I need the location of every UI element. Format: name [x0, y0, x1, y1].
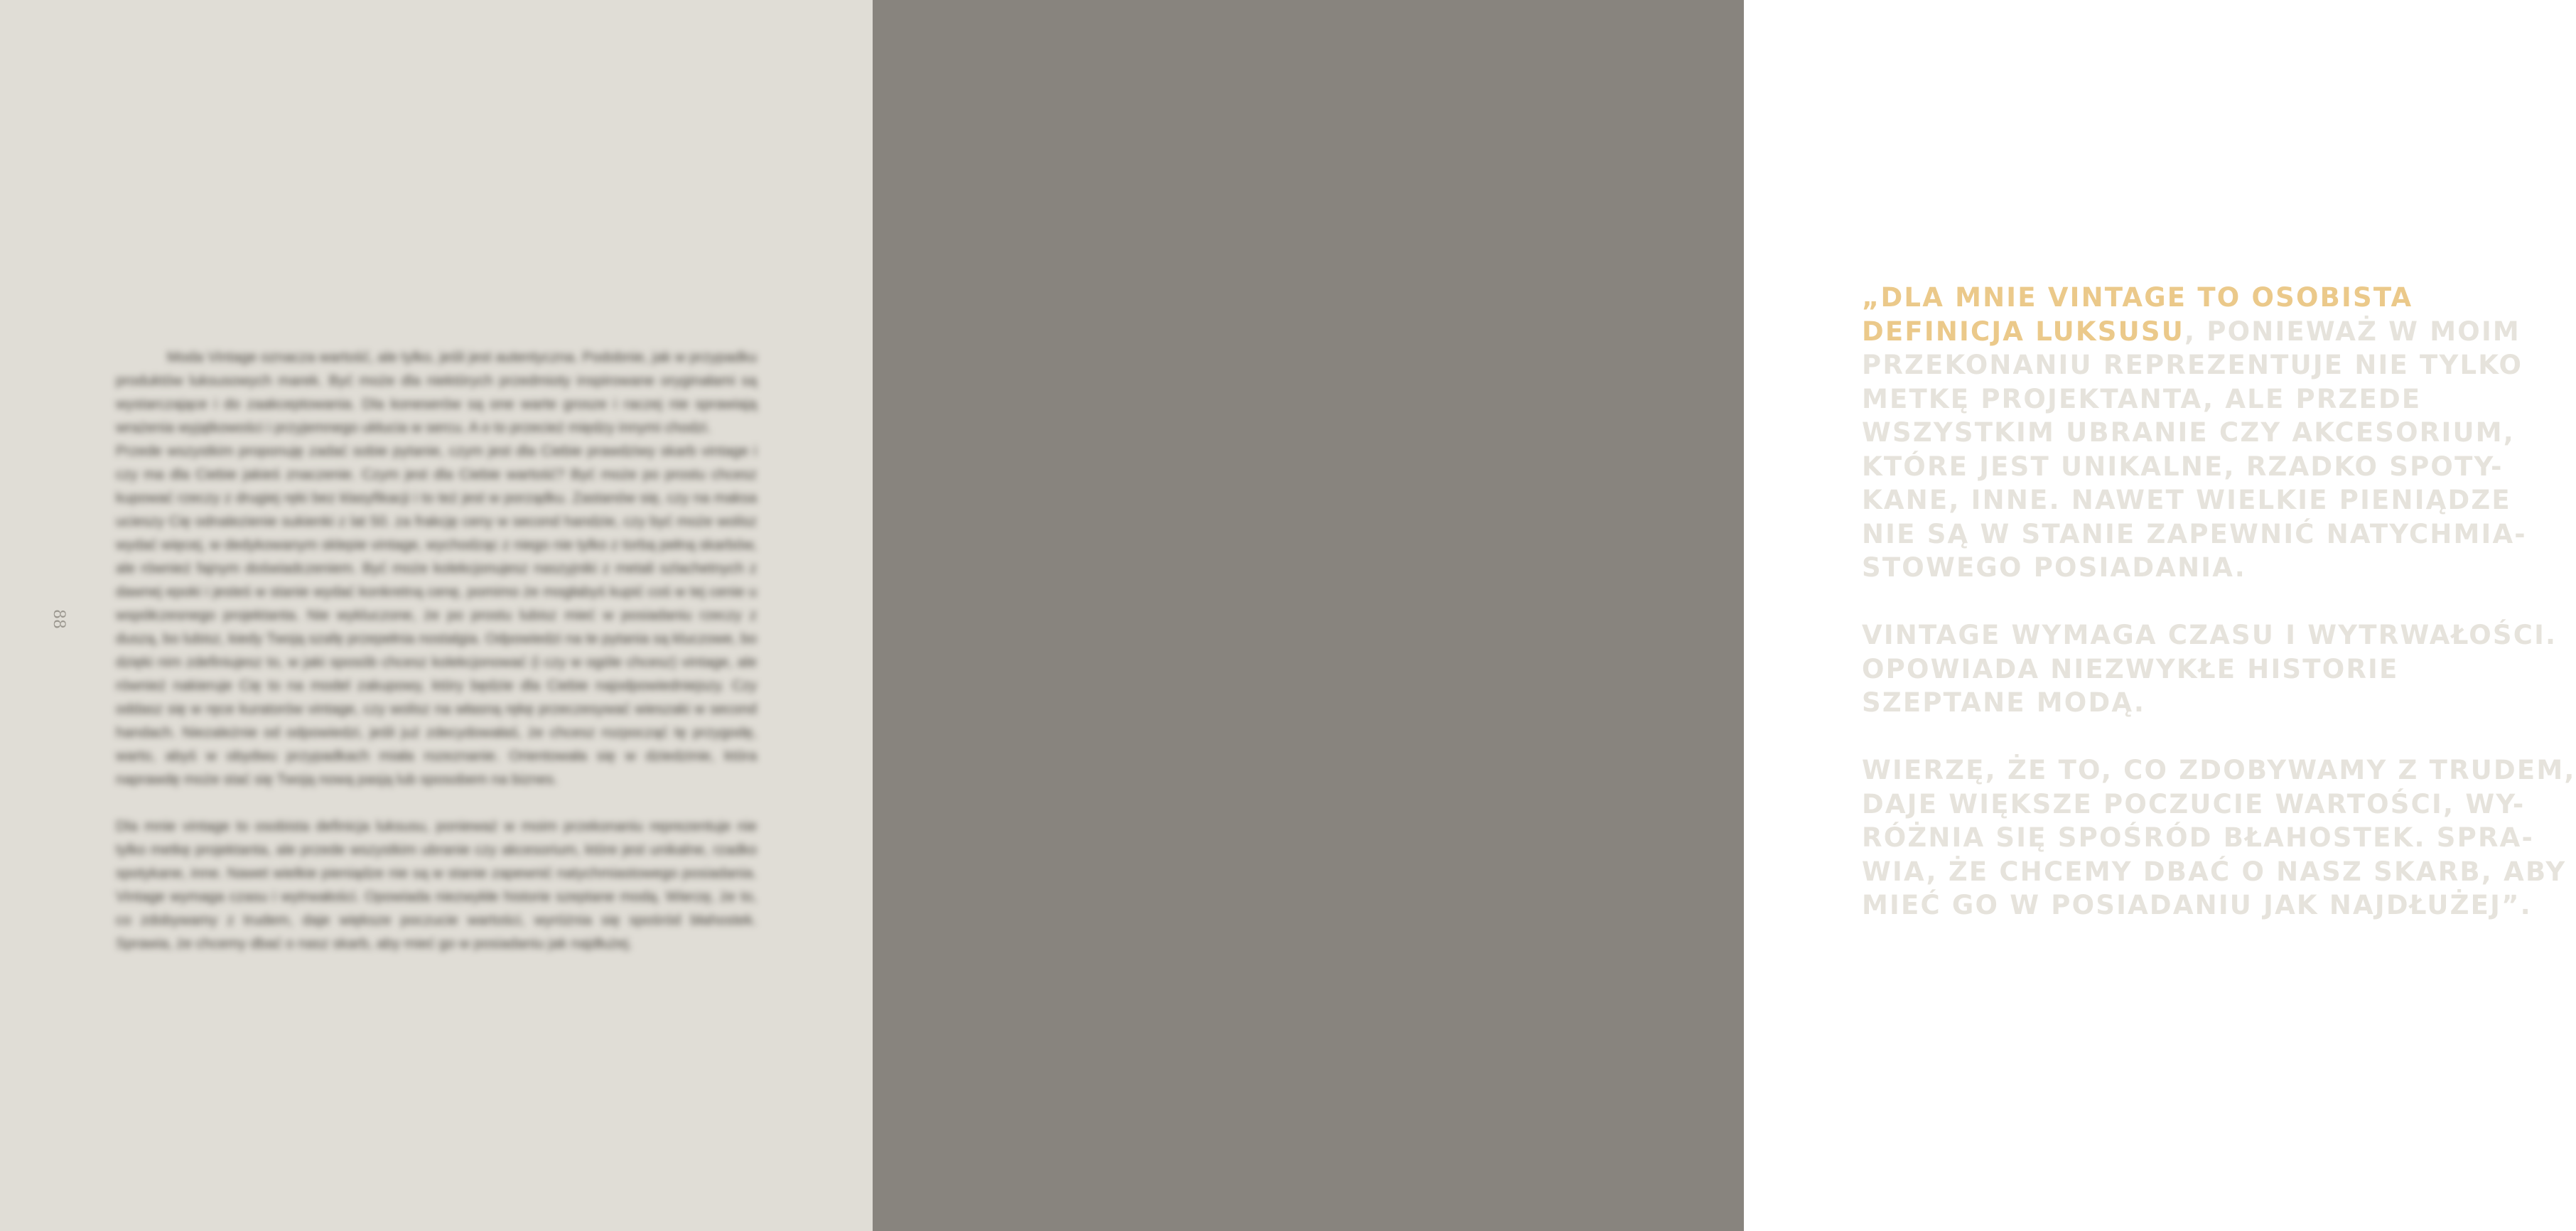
quote-paragraph-3 — [1862, 753, 2576, 923]
quote-paragraph-1 — [1862, 281, 2527, 585]
quote-line-7: KANE, INNE. NAWET WIELKIE PIENIĄDZE — [1862, 485, 2511, 515]
quote-paragraph-2 — [1862, 618, 2558, 720]
quote-p3-line-1: WIERZĘ, ŻE TO, CO ZDOBYWAMY Z TRUDEM, — [1862, 755, 2576, 785]
quote-line-6: KTÓRE JEST UNIKALNE, RZADKO SPOTY- — [1862, 451, 2504, 482]
quote-accent-line-2: DEFINICJA LUKSUSU — [1862, 316, 2184, 347]
quote-p2-line-3: SZEPTANE MODĄ. — [1862, 687, 2146, 718]
quote-line-3: PRZEKONANIU REPREZENTUJE NIE TYLKO — [1862, 350, 2523, 380]
quote-p2-line-1: VINTAGE WYMAGA CZASU I WYTRWAŁOŚCI. — [1862, 620, 2558, 650]
quote-line-5: WSZYSTKIM UBRANIE CZY AKCESORIUM, — [1862, 417, 2515, 448]
pull-quote — [1862, 281, 2576, 956]
body-paragraph-2: Przede wszystkim proponuję zadać sobie pytanie, czym jest dla Ciebie prawdziwy skarb vintage i czy ma dla Ciebie jakieś znaczenie. Czym jest dla Ciebie wartość? Być może po prostu chcesz kupować rzeczy z drugiej ręki bez klasyfikacji i to też jest w porządku. Zastanów się, czy na maksa ucieszy Cię odnalezienie sukienki z lat 50. za frakcję ceny w second handzie, czy być może wolisz wydać więcej, w dedykowanym sklepie vintage, wychodząc z niego nie tylko z torbą pełną skarbów, ale również fajnym doświadczeniem. Być może kolekcjonujesz naszyjniki z metali szlachetnych z dawnej epoki i jesteś w stanie wydać konkretną cenę, pomimo że mogłabyś kupić coś w tej cenie u współczesnego projektanta. Nie wykluczone, że po prostu lubisz mieć w posiadaniu rzeczy z duszą, bo lubisz, kiedy Twoją szafę przepełnia nostalgia. Odpowiedzi na te pytania są kluczowe, bo dzięki nim zdefiniujesz to, w jaki sposób chcesz kolekcjonować (i czy w ogóle chcesz) vintage, ale również nakieruje Cię to na model zakupowy, który będzie dla Ciebie najodpowiedniejszy. Czy oddasz się w ręce kuratorów vintage, czy wolisz na własną rękę przeczesywać wieszaki w second handach. Niezależnie od odpowiedzi, jeśli już zdecydowałaś, że chcesz rozpocząć tę przygodę, warto, abyś w obydwu przypadkach miała rozeznanie. Orientowała się w dziedzinie, która naprawdę może stać się Twoją nową pasją lub sposobem na biznes. — [116, 443, 757, 787]
quote-p3-line-5: MIEĆ GO W POSIADANIU JAK NAJDŁUŻEJ”. — [1862, 890, 2532, 920]
quote-line-2 — [1862, 315, 2521, 349]
body-paragraph-1: Moda Vintage oznacza wartość, ale tylko, jeśli jest autentyczna. Podobnie, jak w przypadku produktów luksusowych marek. Być może dla niektórych przedmioty inspirowane oryginałami są wystarczające i do zaakceptowania. Dla koneserów są one warte grosze i raczej nie sprawiają wrażenia wyjątkowości i przyjemnego ukłucia w sercu. A o to przecież między innymi chodzi. — [116, 349, 757, 436]
quote-p3-line-3: RÓŻNIA SIĘ SPOŚRÓD BŁAHOSTEK. SPRA- — [1862, 822, 2535, 853]
quote-line-8: NIE SĄ W STANIE ZAPEWNIĆ NATYCHMIA- — [1862, 518, 2527, 549]
quote-p2-line-2: OPOWIADA NIEZWYKŁE HISTORIE — [1862, 653, 2399, 684]
body-text-block — [116, 345, 757, 955]
quote-line-9: STOWEGO POSIADANIA. — [1862, 552, 2247, 583]
quote-line-2-rest: , PONIEWAŻ W MOIM — [2184, 316, 2521, 347]
quote-p3-line-2: DAJE WIĘKSZE POCZUCIE WARTOŚCI, WY- — [1862, 788, 2526, 819]
quote-line-4: METKĘ PROJEKTANTA, ALE PRZEDE — [1862, 383, 2422, 414]
page-number: 88 — [50, 609, 68, 629]
body-paragraph-3: Dla mnie vintage to osobista definicja luksusu, ponieważ w moim przekonaniu reprezentuje nie tylko metkę projektanta, ale przede wszystkim ubranie czy akcesorium, które jest unikalne, rzadko spotykane, inne. Nawet wielkie pieniądze nie są w stanie zapewnić natychmiastowego posiadania. Vintage wymaga czasu i wytrwałości. Opowiada niezwykłe historie szeptane modą. Wierzę, że to, co zdobywamy z trudem, daje większe poczucie wartości, wyróżnia się spośród błahostek. Sprawia, że chcemy dbać o nasz skarb, aby mieć go w posiadaniu jak najdłużej. — [116, 818, 757, 952]
right-page — [873, 0, 2576, 1231]
left-page — [0, 0, 873, 1231]
quote-p3-line-4: WIA, ŻE CHCEMY DBAĆ O NASZ SKARB, ABY — [1862, 856, 2567, 887]
quote-accent-line-1: „DLA MNIE VINTAGE TO OSOBISTA — [1862, 282, 2413, 313]
